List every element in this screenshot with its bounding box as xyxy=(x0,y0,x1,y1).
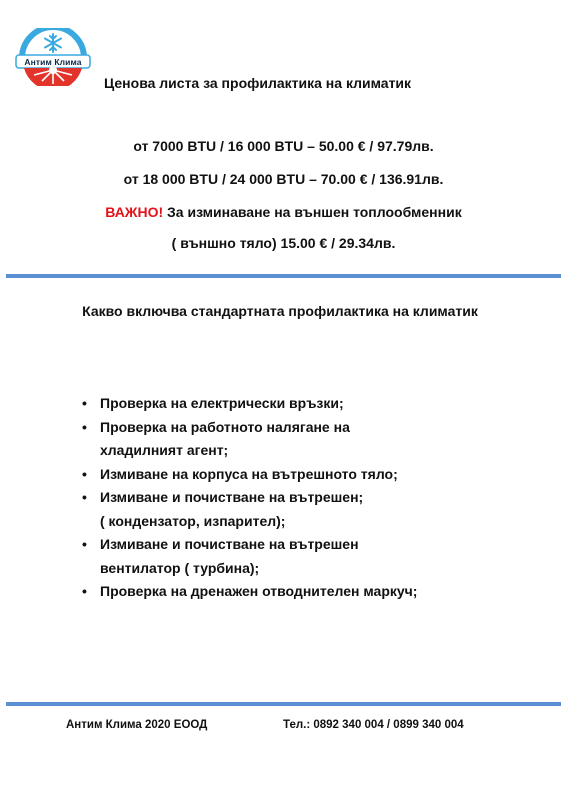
list-item-text: Измиване и почистване на вътрешен xyxy=(100,536,359,552)
bullet-icon: • xyxy=(82,465,87,482)
bullet-icon: • xyxy=(82,395,87,411)
price-line-outdoor-unit: ( външно тяло) 15.00 € / 29.34лв. xyxy=(171,235,396,251)
list-item xyxy=(82,533,522,580)
divider-bottom xyxy=(6,702,561,706)
important-text: За изминаване на външен топлообменник xyxy=(163,204,462,220)
list-item xyxy=(82,486,522,533)
list-item-text: Проверка на дренажен отводнителен маркуч; xyxy=(100,583,418,599)
list-item xyxy=(82,416,522,463)
divider-top xyxy=(6,274,561,278)
footer-phone: Тел.: 0892 340 004 / 0899 340 004 xyxy=(283,719,464,731)
list-item xyxy=(82,580,522,604)
list-item-text-continued: вентилатор ( турбина); xyxy=(100,559,260,576)
bullet-icon: • xyxy=(82,489,87,505)
bullet-icon: • xyxy=(82,583,87,599)
list-item-text-continued: ( кондензатор, изпарител); xyxy=(100,512,286,529)
list-item xyxy=(82,463,522,487)
list-item-text: Измиване на корпуса на вътрешното тяло; xyxy=(100,465,398,482)
bullet-icon: • xyxy=(82,536,87,552)
list-item-text: Проверка на работното налягане на xyxy=(100,418,350,435)
snowflake-icon xyxy=(45,34,61,52)
list-item-text: Проверка на електрически връзки; xyxy=(100,395,344,411)
section-title: Какво включва стандартната профилактика на климатик xyxy=(82,303,478,319)
important-label: ВАЖНО! xyxy=(105,204,164,220)
logo-brand-name: Антим Клима xyxy=(24,57,82,67)
important-note xyxy=(0,204,567,220)
list-item xyxy=(82,392,522,416)
list-item-text-continued: хладилният агент; xyxy=(100,442,229,458)
bullet-icon: • xyxy=(82,418,87,435)
page-title: Ценова листа за профилактика на климатик xyxy=(104,75,412,91)
company-logo xyxy=(14,28,92,86)
list-item-text: Измиване и почистване на вътрешен; xyxy=(100,489,364,505)
price-line-small-units: от 7000 BTU / 16 000 BTU – 50.00 € / 97.79лв. xyxy=(133,138,434,154)
price-line-large-units: от 18 000 BTU / 24 000 BTU – 70.00 € / 136.91лв. xyxy=(123,171,444,187)
footer-company-name: Антим Клима 2020 ЕООД xyxy=(66,719,208,731)
service-checklist xyxy=(82,392,522,604)
